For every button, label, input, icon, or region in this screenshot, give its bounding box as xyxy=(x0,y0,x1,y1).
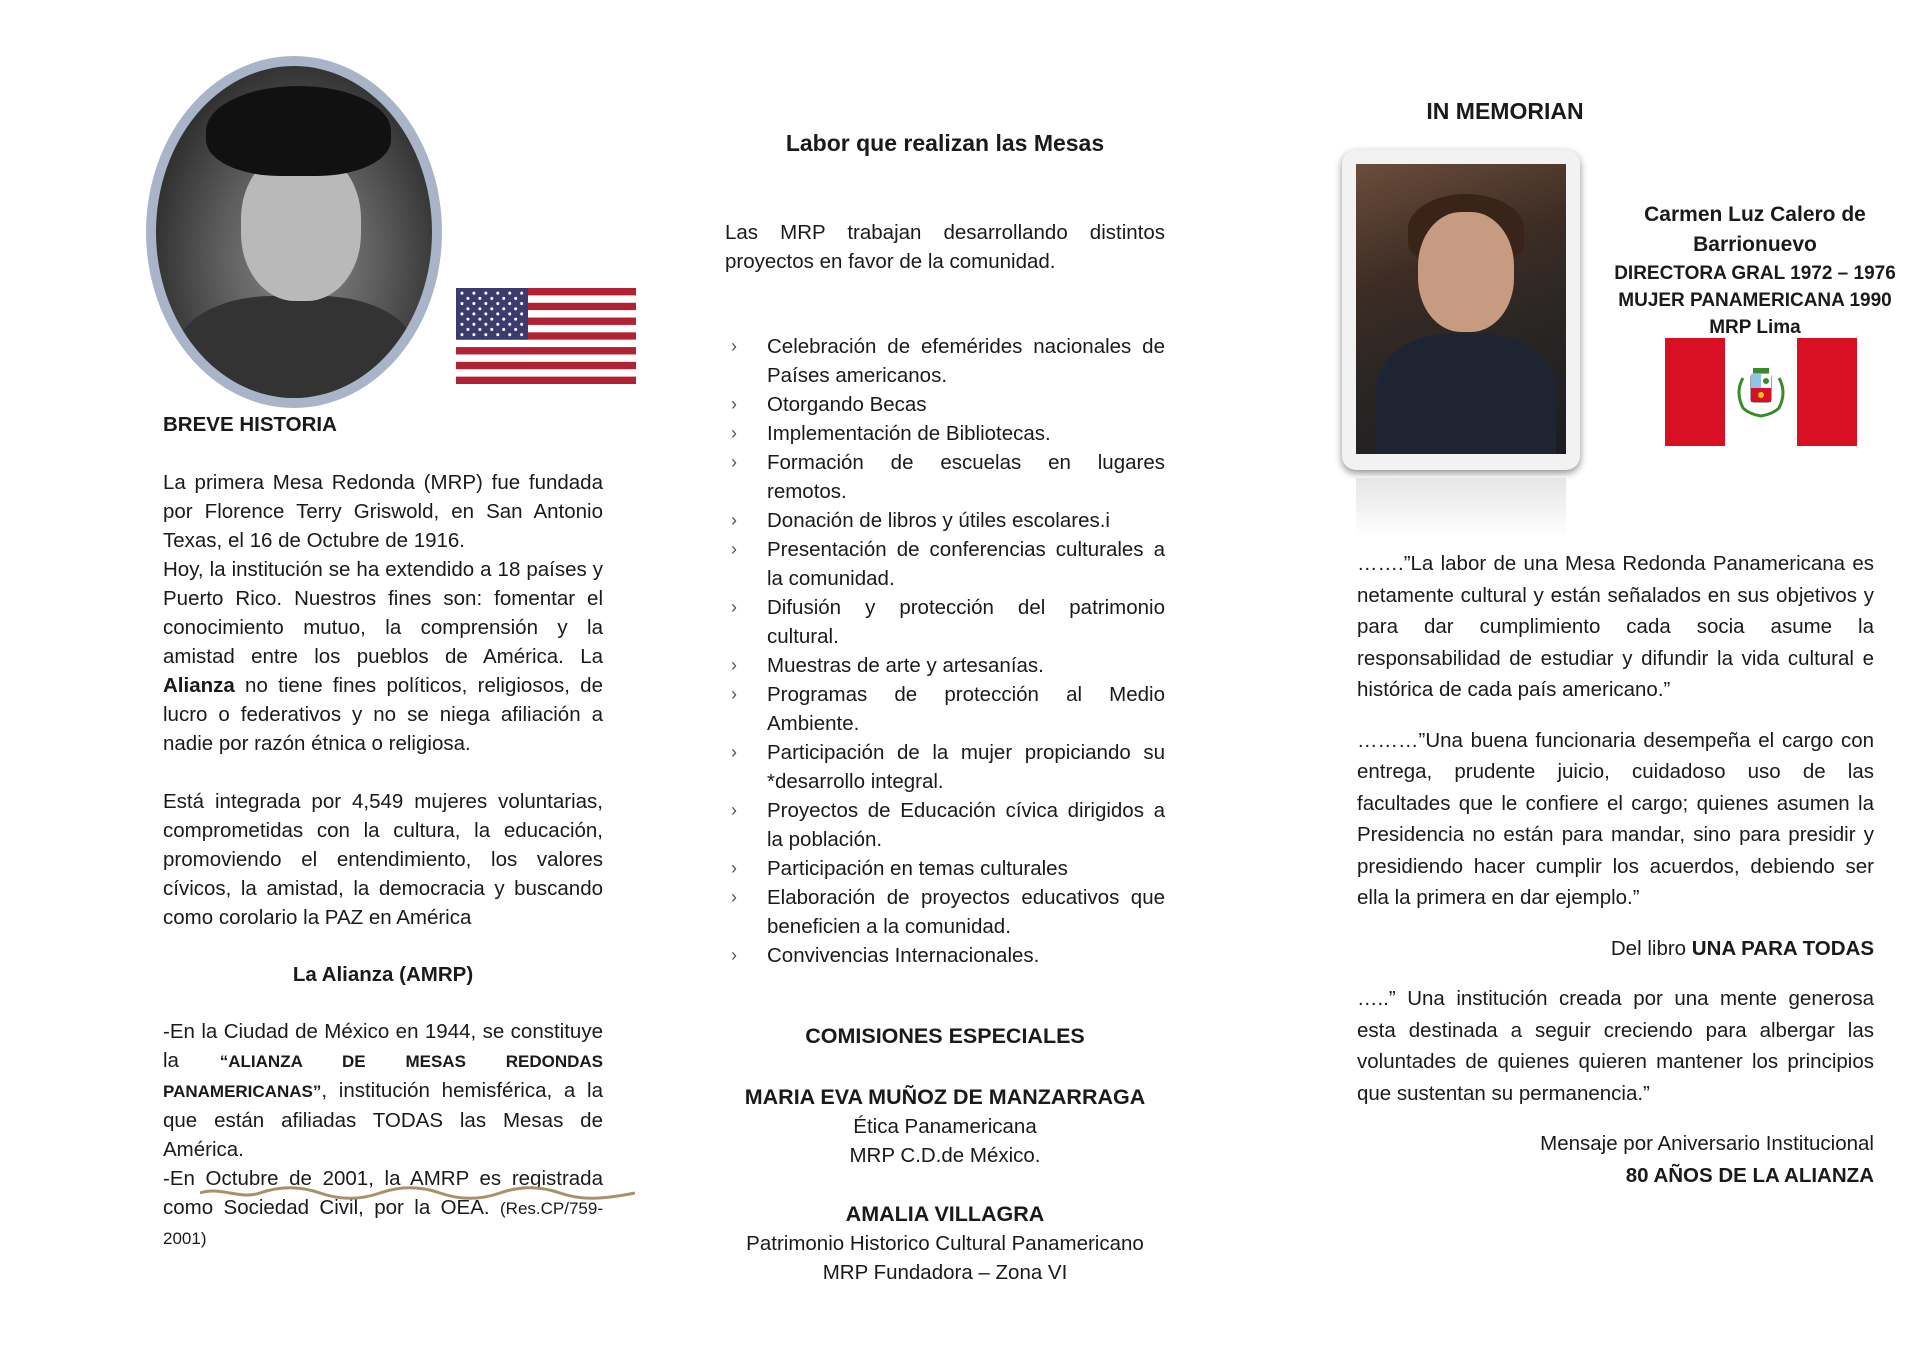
chevron-right-icon: › xyxy=(731,655,737,675)
memorial-role-1: DIRECTORA GRAL 1972 – 1976 xyxy=(1614,263,1896,284)
comisiones-section xyxy=(725,1022,1165,1287)
history-paragraph-3: Está integrada por 4,549 mujeres voluntarias, comprometidas con la cultura, la educación, promoviendo el entendimiento, los valores cívicos, la amistad, la democracia y buscando como corolario la PAZ en América xyxy=(163,790,603,929)
labor-list-item: › Otorgando Becas xyxy=(725,390,1165,419)
chevron-right-icon: › xyxy=(731,597,737,617)
memorial-role-3: MRP Lima xyxy=(1709,317,1801,338)
labor-list-item: › Presentación de conferencias culturales a la comunidad. xyxy=(725,535,1165,593)
labor-list-item: › Formación de escuelas en lugares remotos. xyxy=(725,448,1165,506)
decorative-wavy-line xyxy=(200,1186,635,1200)
labor-list-item: › Celebración de efemérides nacionales de Países americanos. xyxy=(725,332,1165,390)
chevron-right-icon: › xyxy=(731,887,737,907)
chevron-right-icon: › xyxy=(731,945,737,965)
chevron-right-icon: › xyxy=(731,684,737,704)
comision-person-1-org: MRP C.D.de México. xyxy=(849,1144,1041,1167)
founder-portrait xyxy=(146,56,442,408)
chevron-right-icon: › xyxy=(731,858,737,878)
chevron-right-icon: › xyxy=(731,800,737,820)
labor-list-item: › Difusión y protección del patrimonio cultural. xyxy=(725,593,1165,651)
labor-title: Labor que realizan las Mesas xyxy=(785,130,1105,156)
comision-person-2-role: Patrimonio Historico Cultural Panamericano xyxy=(746,1232,1144,1255)
comision-person-1-role: Ética Panamericana xyxy=(853,1115,1037,1138)
memorial-person-name: Carmen Luz Calero de Barrionuevo xyxy=(1644,203,1866,256)
alianza-paragraph-2: -En Octubre de 2001, la AMRP es registrada como Sociedad Civil, por la OEA. (Res.CP/759-2001) xyxy=(163,1167,603,1248)
memorial-person-info xyxy=(1605,200,1905,341)
chevron-right-icon: › xyxy=(731,742,737,762)
labor-list-item: › Implementación de Bibliotecas. xyxy=(725,419,1165,448)
memorial-portrait xyxy=(1342,150,1580,470)
comision-person-2-name: AMALIA VILLAGRA xyxy=(845,1202,1045,1226)
chevron-right-icon: › xyxy=(731,539,737,559)
comision-person-2-org: MRP Fundadora – Zona VI xyxy=(822,1261,1068,1284)
labor-list-item: › Proyectos de Educación cívica dirigidos a la población. xyxy=(725,796,1165,854)
memorian-title: IN MEMORIAN xyxy=(1426,98,1584,124)
quote-1: …….”La labor de una Mesa Redonda Panamericana es netamente cultural y están señalados en sus objetivos y para dar cumplimiento cada socia asume la responsabilidad de estudiar y difundir la vida cultural e histórica de cada país americano.” xyxy=(1357,552,1874,701)
labor-list-item: › Participación en temas culturales xyxy=(725,854,1165,883)
labor-intro: Las MRP trabajan desarrollando distintos proyectos en favor de la comunidad. xyxy=(725,221,1165,273)
chevron-right-icon: › xyxy=(731,394,737,414)
labor-list-item: › Donación de libros y útiles escolares.i xyxy=(725,506,1165,535)
labor-list-item: › Muestras de arte y artesanías. xyxy=(725,651,1165,680)
book-reference: Del libro UNA PARA TODAS xyxy=(1610,936,1874,960)
peru-flag-image xyxy=(1665,338,1857,446)
history-column xyxy=(163,410,603,1253)
chevron-right-icon: › xyxy=(731,452,737,472)
anniversary-title: 80 AÑOS DE LA ALIANZA xyxy=(1625,1163,1874,1187)
us-flag-image xyxy=(456,288,636,384)
memorial-quotes xyxy=(1357,548,1874,1210)
chevron-right-icon: › xyxy=(731,423,737,443)
portrait-reflection xyxy=(1356,478,1566,538)
history-paragraph-1: La primera Mesa Redonda (MRP) fue fundada por Florence Terry Griswold, en San Antonio Texas, el 16 de Octubre de 1916. xyxy=(163,471,603,552)
labor-list-item: › Elaboración de proyectos educativos que beneficien a la comunidad. xyxy=(725,883,1165,941)
comision-person-1-name: MARIA EVA MUÑOZ DE MANZARRAGA xyxy=(744,1085,1146,1109)
labor-list-item: › Participación de la mujer propiciando su *desarrollo integral. xyxy=(725,738,1165,796)
labor-list-item: › Programas de protección al Medio Ambiente. xyxy=(725,680,1165,738)
labor-list xyxy=(725,332,1165,970)
alianza-paragraph-1: -En la Ciudad de México en 1944, se constituye la “ALIANZA DE MESAS REDONDAS PANAMERICANAS”, institución hemisférica, a la que están afiliadas TODAS las Mesas de América. xyxy=(163,1020,604,1161)
memorial-role-2: MUJER PANAMERICANA 1990 xyxy=(1618,290,1892,311)
anniversary-message: Mensaje por Aniversario Institucional xyxy=(1540,1132,1874,1155)
alianza-title: La Alianza (AMRP) xyxy=(292,963,474,986)
history-paragraph-2: Hoy, la institución se ha extendido a 18 países y Puerto Rico. Nuestros fines son: fomentar el conocimiento mutuo, la comprensión y la amistad entre los pueblos de América. La Alianza no tiene fines políticos, religiosos, de lucro o federativos y no se niega afiliación a nadie por razón étnica o religiosa. xyxy=(163,558,603,755)
comisiones-title: COMISIONES ESPECIALES xyxy=(805,1024,1085,1048)
quote-3: …..” Una institución creada por una mente generosa esta destinada a seguir creciendo para albergar las voluntades de quienes quieren mantener los principios que sustentan su permanencia.” xyxy=(1357,987,1874,1105)
chevron-right-icon: › xyxy=(731,336,737,356)
quote-2: ………”Una buena funcionaria desempeña el cargo con entrega, prudente juicio, cuidadoso uso de las facultades que le confiere el cargo; quienes asumen la Presidencia no están para mandar, sino para presidir y presidiendo hacer cumplir los acuerdos, debiendo ser ella la primera en dar ejemplo.” xyxy=(1357,728,1874,909)
chevron-right-icon: › xyxy=(731,510,737,530)
labor-list-item: › Convivencias Internacionales. xyxy=(725,941,1165,970)
history-title: BREVE HISTORIA xyxy=(163,413,337,436)
